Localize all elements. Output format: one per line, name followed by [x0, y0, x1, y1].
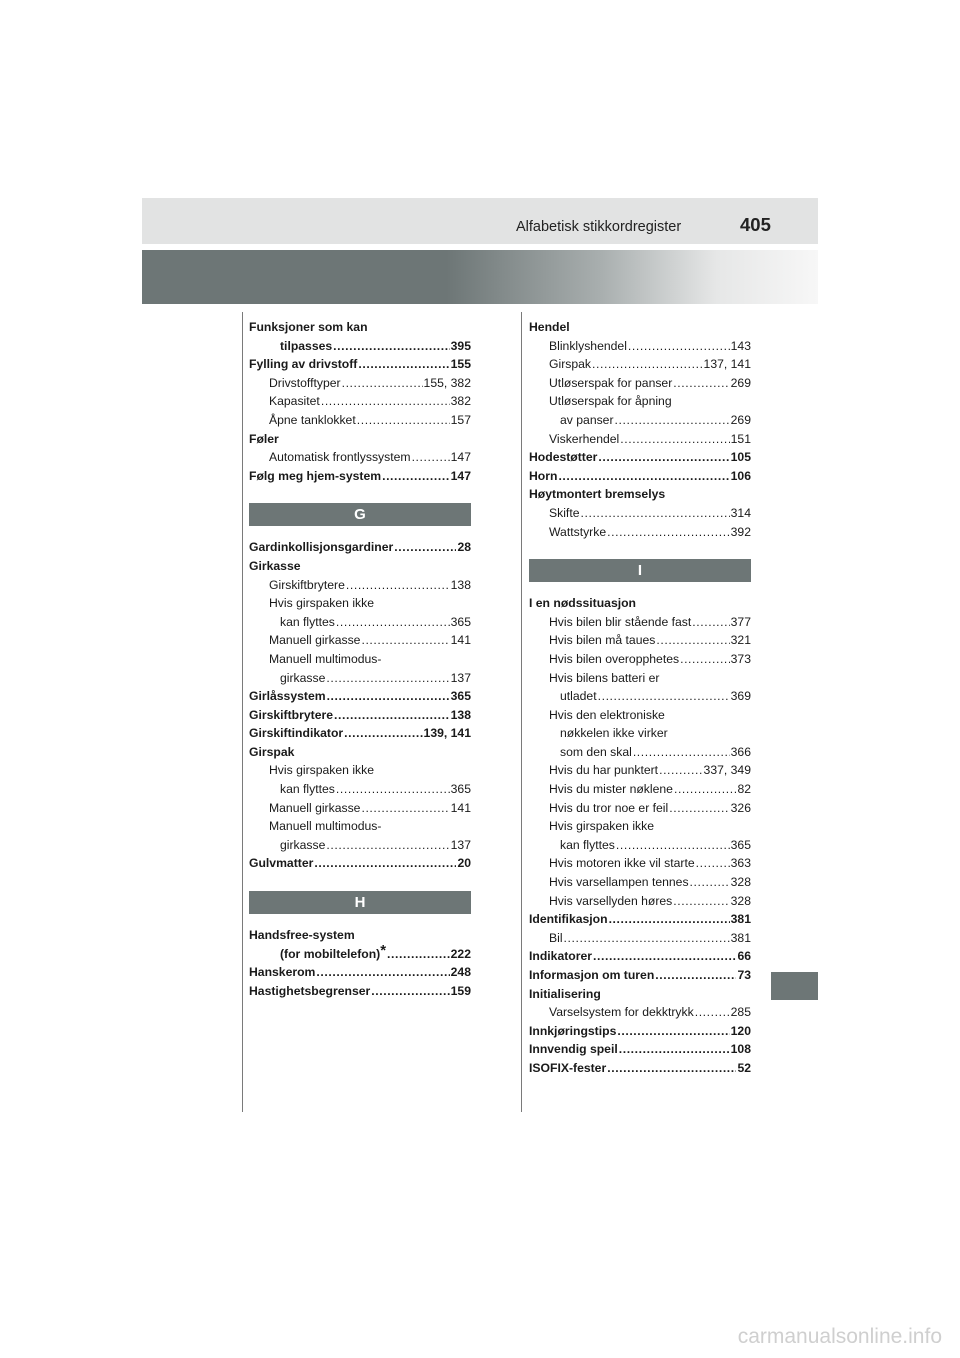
page-reference: 377	[730, 614, 751, 629]
page-reference: 395	[450, 338, 471, 353]
index-subentry	[249, 836, 471, 855]
dot-leader	[628, 337, 730, 356]
entry-text: Girskiftindikator	[249, 726, 344, 741]
entry-text: Hvis du tror noe er feil	[549, 800, 669, 815]
dot-leader	[382, 467, 450, 486]
dot-leader	[357, 411, 450, 430]
index-subentry	[249, 594, 471, 613]
page-reference: 373	[730, 651, 751, 666]
index-entry	[249, 557, 471, 576]
page-reference: 366	[730, 744, 751, 759]
entry-text: Blinklyshendel	[549, 338, 627, 353]
dot-leader	[387, 945, 450, 964]
index-subentry	[529, 706, 751, 725]
index-subentry	[249, 613, 471, 632]
entry-text: Indikatorer	[529, 949, 592, 964]
dot-leader	[607, 1059, 736, 1078]
index-subentry	[529, 411, 751, 430]
dot-leader	[620, 430, 729, 449]
dot-leader	[358, 355, 449, 374]
index-subentry	[249, 780, 471, 799]
entry-text: Girkasse	[249, 558, 301, 573]
page-reference: 269	[730, 412, 751, 427]
index-subentry	[529, 374, 751, 393]
page-reference: 141	[450, 633, 471, 648]
dot-leader	[615, 411, 730, 430]
entry-text: Varselsystem for dekktrykk	[549, 1005, 694, 1020]
index-subentry	[529, 817, 751, 836]
index-subentry	[249, 817, 471, 836]
index-subentry	[249, 576, 471, 595]
index-entry	[529, 1059, 751, 1078]
index-subentry	[249, 337, 471, 356]
index-subentry	[529, 854, 751, 873]
index-subentry	[529, 929, 751, 948]
page-reference: 141	[450, 800, 471, 815]
page-reference: 147	[450, 450, 471, 465]
page-reference: 138	[450, 707, 471, 722]
index-subentry	[249, 799, 471, 818]
index-subentry	[249, 392, 471, 411]
entry-text: kan flyttes	[560, 837, 615, 852]
index-subentry	[529, 743, 751, 762]
page-reference: 269	[730, 375, 751, 390]
index-subentry	[529, 892, 751, 911]
entry-text: Manuell girkasse	[269, 800, 361, 815]
entry-text: Hvis girspaken ikke	[269, 763, 374, 778]
index-entry	[529, 485, 751, 504]
watermark-logo: carmanualsonline.info	[737, 1325, 942, 1348]
entry-text: Hvis bilens batteri er	[549, 670, 660, 685]
entry-text: Utløserspak for panser	[549, 375, 673, 390]
page-reference: 52	[737, 1060, 751, 1075]
page-number: 405	[740, 214, 771, 235]
index-subentry	[249, 448, 471, 467]
index-entry	[249, 926, 471, 945]
entry-text: Hvis varsellyden høres	[549, 893, 673, 908]
section-thumb-tab	[771, 972, 818, 1000]
page-reference: 382	[450, 394, 471, 409]
index-entry	[249, 854, 471, 873]
index-entry	[249, 538, 471, 557]
entry-text: (for mobiltelefon)	[280, 946, 381, 961]
dot-leader	[412, 448, 450, 467]
page-reference: 314	[730, 505, 751, 520]
entry-text: Hvis du har punktert	[549, 763, 659, 778]
index-subentry	[529, 724, 751, 743]
page-reference: 321	[730, 633, 751, 648]
dot-leader	[616, 836, 730, 855]
entry-text: I en nødssituasjon	[529, 596, 636, 611]
entry-text: Hvis bilen må taues	[549, 633, 656, 648]
dot-leader	[334, 706, 450, 725]
index-subentry	[529, 430, 751, 449]
page-reference: 328	[730, 875, 751, 890]
index-column-left	[249, 318, 471, 1000]
index-subentry	[529, 355, 751, 374]
dot-leader	[316, 963, 449, 982]
dot-leader	[327, 687, 450, 706]
page-reference: 326	[730, 800, 751, 815]
dot-leader	[669, 799, 729, 818]
page-reference: 147	[450, 468, 471, 483]
entry-text: Initialisering	[529, 986, 601, 1001]
index-subentry	[249, 411, 471, 430]
entry-text: Identifikasjon	[529, 912, 608, 927]
entry-text: Manuell girkasse	[269, 633, 361, 648]
dot-leader	[336, 613, 450, 632]
index-subentry	[249, 374, 471, 393]
entry-text: girkasse	[280, 670, 326, 685]
page-reference: 381	[730, 912, 751, 927]
entry-text: Hastighetsbegrenser	[249, 983, 371, 998]
page-reference: 143	[730, 338, 751, 353]
entry-text: Føler	[249, 431, 279, 446]
dot-leader	[592, 355, 703, 374]
entry-text: Innvendig speil	[529, 1042, 618, 1057]
dot-leader	[336, 780, 450, 799]
page-reference: 365	[450, 689, 471, 704]
entry-text: Hvis bilen blir stående fast	[549, 614, 692, 629]
index-subentry	[529, 337, 751, 356]
entry-text: Hanskerom	[249, 965, 316, 980]
index-subentry	[529, 669, 751, 688]
page-reference: 82	[737, 782, 751, 797]
page-reference: 28	[457, 540, 471, 555]
entry-text: Fylling av drivstoff	[249, 357, 358, 372]
entry-text: Innkjøringstips	[529, 1023, 617, 1038]
index-subentry	[249, 761, 471, 780]
page-header-bar	[142, 198, 818, 244]
entry-text: Girskiftbrytere	[269, 577, 345, 592]
section-letter-heading: I	[529, 559, 751, 582]
page-reference: 159	[450, 983, 471, 998]
entry-text: Bil	[549, 930, 563, 945]
index-subentry	[249, 669, 471, 688]
entry-text: kan flyttes	[280, 614, 335, 629]
index-subentry	[529, 780, 751, 799]
entry-text: Kapasitet	[269, 394, 320, 409]
entry-text: Hvis girspaken ikke	[549, 819, 654, 834]
page-reference: 105	[730, 450, 751, 465]
dot-leader	[673, 374, 729, 393]
page-reference: 363	[730, 856, 751, 871]
entry-text: girkasse	[280, 837, 326, 852]
index-entry	[249, 724, 471, 743]
page-reference: 365	[730, 837, 751, 852]
dot-leader	[659, 761, 702, 780]
page-reference: 248	[450, 965, 471, 980]
index-subentry	[529, 504, 751, 523]
entry-text: Gardinkollisjonsgardiner	[249, 540, 394, 555]
dot-leader	[696, 854, 730, 873]
index-subentry	[529, 631, 751, 650]
page-reference: 285	[730, 1005, 751, 1020]
index-entry	[529, 1022, 751, 1041]
page-reference: 337, 349	[703, 763, 751, 778]
page-reference: 137	[450, 670, 471, 685]
entry-text: kan flyttes	[280, 782, 335, 797]
dot-leader	[692, 613, 729, 632]
index-entry	[529, 467, 751, 486]
index-subentry	[249, 650, 471, 669]
dot-leader	[558, 467, 729, 486]
entry-text: Horn	[529, 468, 558, 483]
page-reference: 20	[457, 856, 471, 871]
index-entry	[249, 355, 471, 374]
page-reference: 369	[730, 689, 751, 704]
page-header-title: Alfabetisk stikkordregister	[516, 219, 682, 235]
entry-text: Hvis du mister nøklene	[549, 782, 673, 797]
index-entry	[249, 430, 471, 449]
page-reference: 381	[730, 930, 751, 945]
right-column-divider	[521, 312, 522, 1112]
page-reference: 137, 141	[703, 357, 751, 372]
dot-leader	[361, 631, 449, 650]
index-entry	[529, 1040, 751, 1059]
index-subentry	[529, 687, 751, 706]
page-reference: 392	[730, 524, 751, 539]
dot-leader	[564, 929, 730, 948]
dot-leader	[344, 724, 422, 743]
entry-text: Hvis den elektroniske	[549, 707, 665, 722]
dot-leader	[361, 799, 449, 818]
page-reference: 155, 382	[423, 375, 471, 390]
page-reference: 157	[450, 412, 471, 427]
dot-leader	[617, 1022, 729, 1041]
dot-leader	[656, 631, 729, 650]
entry-text: Hvis girspaken ikke	[269, 596, 374, 611]
index-entry	[529, 910, 751, 929]
index-column-right	[529, 318, 751, 1078]
dot-leader	[598, 687, 730, 706]
entry-text: Skifte	[549, 505, 580, 520]
entry-text: Manuell multimodus-	[269, 819, 382, 834]
dot-leader	[593, 947, 736, 966]
index-entry	[249, 318, 471, 337]
dot-leader	[598, 448, 729, 467]
entry-text: Følg meg hjem-system	[249, 468, 382, 483]
entry-text: Høytmontert bremselys	[529, 487, 666, 502]
dot-leader	[346, 576, 450, 595]
page-reference: 222	[450, 946, 471, 961]
page-reference: 73	[737, 968, 751, 982]
page-reference: 365	[450, 782, 471, 797]
page-reference: 108	[730, 1042, 751, 1057]
index-subentry	[249, 941, 471, 964]
dot-leader	[342, 374, 423, 393]
index-subentry	[529, 761, 751, 780]
index-entry	[249, 687, 471, 706]
index-entry	[249, 743, 471, 762]
entry-text: nøkkelen ikke virker	[560, 726, 668, 741]
footnote-marker: *	[380, 941, 387, 959]
dot-leader	[326, 669, 449, 688]
entry-text: Funksjoner som kan	[249, 320, 368, 334]
index-entry	[529, 318, 751, 337]
entry-text: Hvis motoren ikke vil starte	[549, 856, 695, 871]
entry-text: Viskerhendel	[549, 431, 620, 446]
dot-leader	[609, 910, 730, 929]
entry-text: Hodestøtter	[529, 450, 598, 465]
index-entry	[249, 467, 471, 486]
entry-text: Informasjon om turen	[529, 968, 655, 982]
index-subentry	[529, 799, 751, 818]
entry-text: Girspak	[249, 744, 295, 759]
dot-leader	[314, 854, 456, 873]
entry-text: Automatisk frontlyssystem	[269, 450, 411, 465]
dot-leader	[680, 650, 730, 669]
dot-leader	[333, 337, 449, 356]
dot-leader	[580, 504, 729, 523]
index-subentry	[529, 523, 751, 542]
index-subentry	[529, 873, 751, 892]
entry-text: Hvis bilen overopphetes	[549, 651, 680, 666]
entry-text: Handsfree-system	[249, 928, 355, 943]
entry-text: Hendel	[529, 320, 570, 334]
index-entry	[529, 594, 751, 613]
section-letter-heading: H	[249, 891, 471, 914]
entry-text: Wattstyrke	[549, 524, 607, 539]
page-reference: 120	[730, 1023, 751, 1038]
index-subentry	[249, 631, 471, 650]
entry-text: Utløserspak for åpning	[549, 394, 672, 409]
dot-leader	[673, 892, 729, 911]
page-reference: 365	[450, 614, 471, 629]
page-reference: 106	[730, 468, 751, 483]
index-entry	[249, 706, 471, 725]
index-subentry	[529, 613, 751, 632]
dot-leader	[326, 836, 449, 855]
entry-text: Girskiftbrytere	[249, 707, 333, 722]
header-gradient-band	[142, 250, 818, 304]
page-reference: 137	[450, 837, 471, 852]
entry-text: Girspak	[549, 357, 591, 372]
section-letter-heading: G	[249, 503, 471, 526]
index-entry	[529, 985, 751, 1004]
index-entry	[529, 947, 751, 966]
dot-leader	[690, 873, 730, 892]
page-reference: 139, 141	[423, 726, 471, 741]
index-subentry	[529, 650, 751, 669]
entry-text: Manuell multimodus-	[269, 651, 382, 666]
dot-leader	[695, 1003, 730, 1022]
left-column-divider	[242, 312, 243, 1112]
page-reference: 138	[450, 577, 471, 592]
entry-text: Drivstofftyper	[269, 375, 341, 390]
page-reference: 155	[450, 357, 471, 372]
dot-leader	[633, 743, 730, 762]
entry-text: Girlåssystem	[249, 689, 326, 704]
dot-leader	[371, 982, 449, 1001]
page-reference: 66	[737, 949, 751, 964]
entry-text: ISOFIX-fester	[529, 1060, 607, 1075]
index-subentry	[529, 392, 751, 411]
index-subentry	[529, 1003, 751, 1022]
entry-text: Åpne tanklokket	[269, 412, 356, 427]
dot-leader	[619, 1040, 730, 1059]
page-reference: 328	[730, 893, 751, 908]
index-entry	[249, 963, 471, 982]
page-reference: 151	[730, 431, 751, 446]
entry-text: av panser	[560, 412, 614, 427]
entry-text: Hvis varsellampen tennes	[549, 875, 689, 890]
index-entry	[529, 448, 751, 467]
dot-leader	[394, 538, 456, 557]
entry-text: som den skal	[560, 744, 632, 759]
entry-text: tilpasses	[280, 338, 333, 353]
dot-leader	[607, 523, 730, 542]
entry-text: utladet	[560, 689, 597, 704]
dot-leader	[321, 392, 450, 411]
dot-leader	[674, 780, 736, 799]
entry-text: Gulvmatter	[249, 856, 314, 871]
index-entry	[529, 966, 751, 985]
index-entry	[249, 982, 471, 1001]
index-subentry	[529, 836, 751, 855]
dot-leader	[655, 966, 736, 985]
